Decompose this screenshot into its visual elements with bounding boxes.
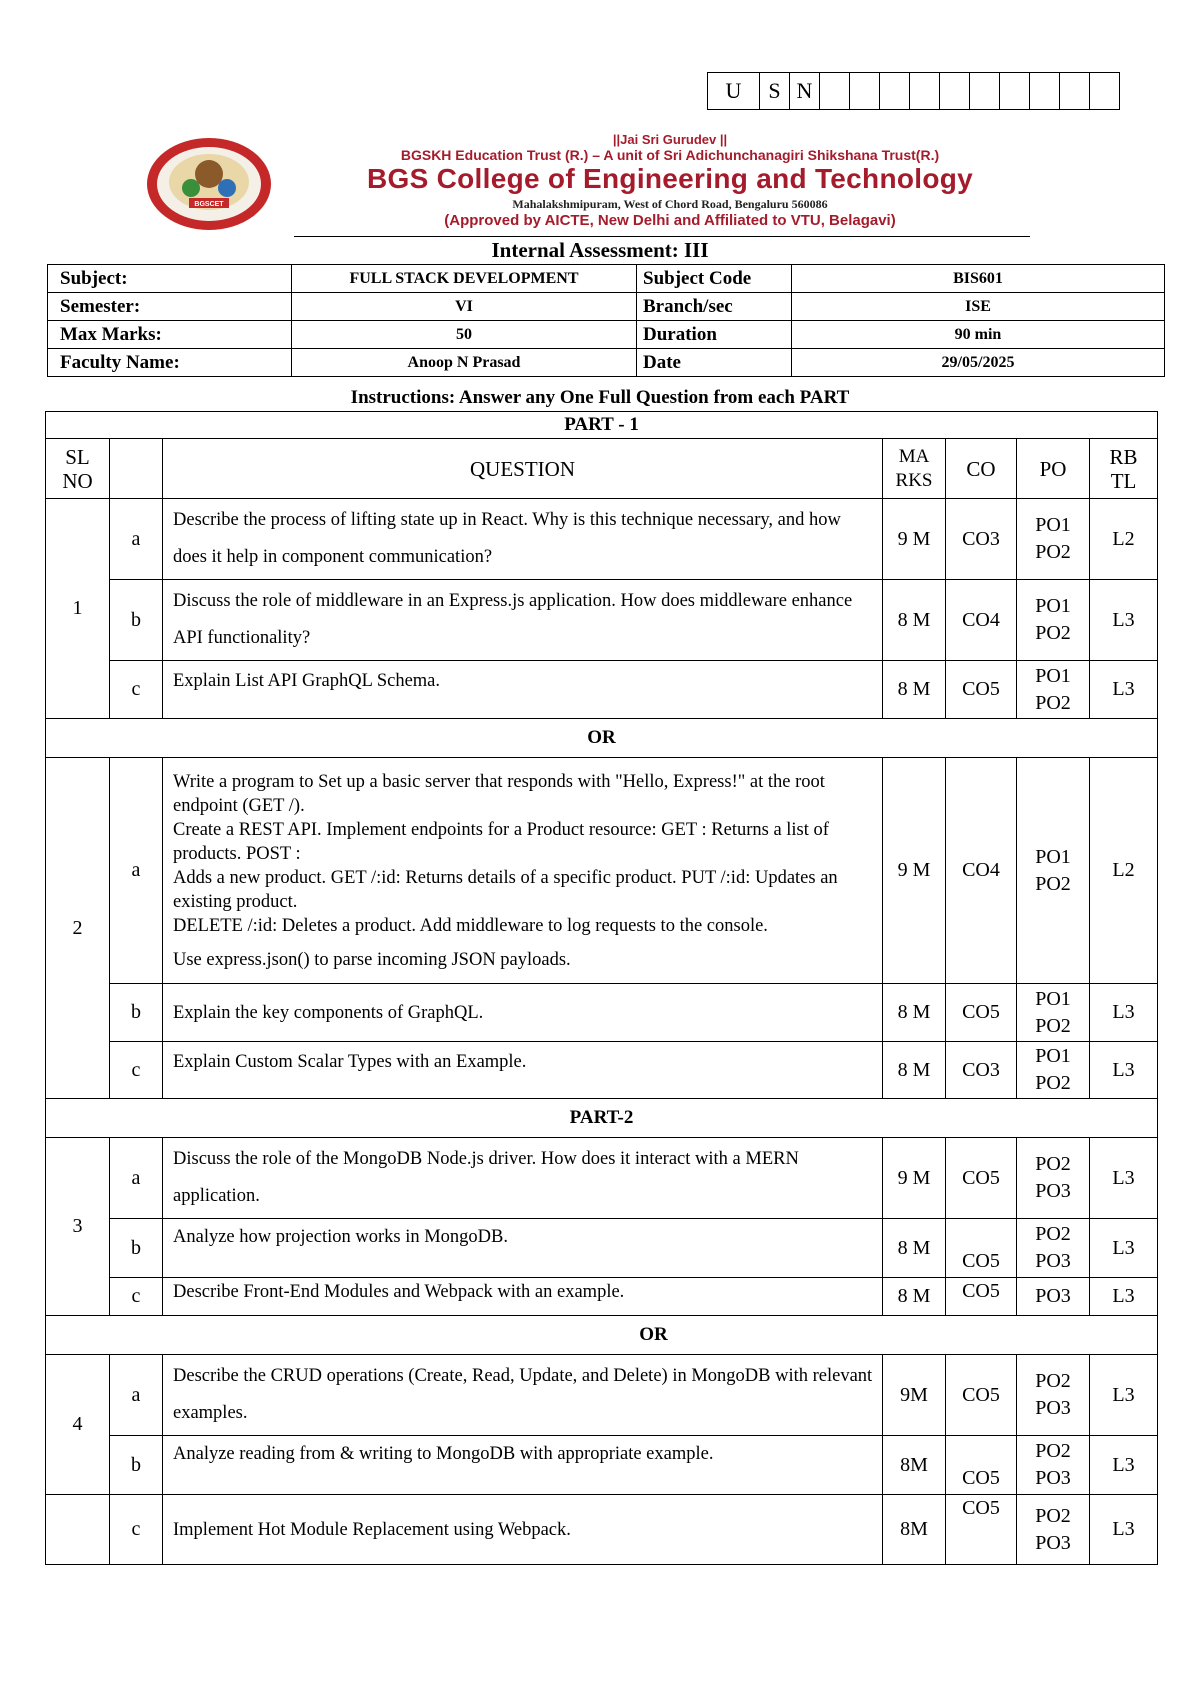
- marks: 9 M: [883, 758, 946, 984]
- rbtl: L3: [1090, 1495, 1158, 1565]
- usn-digit-box: [970, 73, 1000, 110]
- instructions: Instructions: Answer any One Full Question from each PART: [350, 387, 850, 408]
- po: PO1 PO2: [1017, 661, 1090, 719]
- question-text: Explain List API GraphQL Schema.: [163, 661, 883, 719]
- subject-code-value: BIS601: [792, 265, 1165, 293]
- max-marks-value: 50: [292, 321, 637, 349]
- header-row: [46, 439, 1158, 499]
- usn-digit-box: [1000, 73, 1030, 110]
- po: PO2 PO3: [1017, 1138, 1090, 1219]
- marks: 8M: [883, 1436, 946, 1495]
- co: CO3: [946, 499, 1017, 580]
- question-number: 4: [46, 1355, 110, 1495]
- sub-label: a: [110, 1138, 163, 1219]
- date-value: 29/05/2025: [792, 349, 1165, 377]
- co: CO5: [946, 1495, 1017, 1565]
- marks: 8M: [883, 1495, 946, 1565]
- marks: 8 M: [883, 1219, 946, 1278]
- sub-label: b: [110, 984, 163, 1042]
- rbtl: L3: [1090, 580, 1158, 661]
- sub-label: a: [110, 758, 163, 984]
- usn-digit-box: [1030, 73, 1060, 110]
- po: PO1 PO2: [1017, 1042, 1090, 1099]
- rbtl: L3: [1090, 1355, 1158, 1436]
- subject-value: FULL STACK DEVELOPMENT: [292, 265, 637, 293]
- college-address: Mahalakshmipuram, West of Chord Road, Bengaluru 560086: [512, 197, 828, 211]
- rbtl: L3: [1090, 1436, 1158, 1495]
- marks: 8 M: [883, 984, 946, 1042]
- marks: 9M: [883, 1355, 946, 1436]
- question-text: Describe the CRUD operations (Create, Read, Update, and Delete) in MongoDB with relevant examples.: [163, 1355, 883, 1436]
- or-divider: OR: [46, 1316, 1158, 1355]
- sub-label: b: [110, 580, 163, 661]
- col-marks-header: MA RKS: [883, 439, 946, 499]
- table-row: [46, 984, 1158, 1042]
- co: CO4: [946, 758, 1017, 984]
- duration-value: 90 min: [792, 321, 1165, 349]
- usn-digit-box: [940, 73, 970, 110]
- date-label: Date: [637, 349, 792, 377]
- po: PO3: [1017, 1278, 1090, 1316]
- subject-label: Subject:: [48, 265, 292, 293]
- co: CO5: [946, 661, 1017, 719]
- table-row: [46, 580, 1158, 661]
- semester-value: VI: [292, 293, 637, 321]
- usn-digit-box: [910, 73, 940, 110]
- usn-digit-box: [850, 73, 880, 110]
- question-text: Analyze reading from & writing to MongoDB with appropriate example.: [163, 1436, 883, 1495]
- marks: 8 M: [883, 580, 946, 661]
- table-row: [46, 1042, 1158, 1099]
- question-number: 2: [46, 758, 110, 1099]
- po: PO1 PO2: [1017, 580, 1090, 661]
- question-text: Write a program to Set up a basic server that responds with "Hello, Express!" at the root endpoint (GET /). Create a REST API. Implement endpoints for a Product resource: GET : Returns a list of products. POST : Adds a new product. GET /:id: Returns details of a specific product. PUT /:id: Updates an existing product. DELETE /:id: Deletes a product. Add middleware to log requests to the console. Use express.json() to parse incoming JSON payloads.: [163, 758, 883, 984]
- table-row: [46, 499, 1158, 580]
- sub-label: c: [110, 1495, 163, 1565]
- usn-box: [707, 72, 1120, 110]
- question-text: Implement Hot Module Replacement using Webpack.: [163, 1495, 883, 1565]
- col-sl-header: SL NO: [46, 439, 110, 499]
- question-number: 1: [46, 499, 110, 719]
- rbtl: L2: [1090, 758, 1158, 984]
- marks: 9 M: [883, 1138, 946, 1219]
- question-text: Discuss the role of middleware in an Express.js application. How does middleware enhance API functionality?: [163, 580, 883, 661]
- rbtl: L3: [1090, 661, 1158, 719]
- table-row: [46, 1219, 1158, 1278]
- col-co-header: CO: [946, 439, 1017, 499]
- marks: 9 M: [883, 499, 946, 580]
- sub-label: c: [110, 1042, 163, 1099]
- col-rbtl-header: RB TL: [1090, 439, 1158, 499]
- part-heading: PART - 1: [46, 412, 1158, 439]
- question-number: 3: [46, 1138, 110, 1316]
- max-marks-label: Max Marks:: [48, 321, 292, 349]
- faculty-label: Faculty Name:: [48, 349, 292, 377]
- col-po-header: PO: [1017, 439, 1090, 499]
- rbtl: L3: [1090, 1278, 1158, 1316]
- po: PO2 PO3: [1017, 1436, 1090, 1495]
- sub-label: b: [110, 1436, 163, 1495]
- table-row: [46, 758, 1158, 984]
- question-table: [45, 411, 1158, 1565]
- subject-code-label: Subject Code: [637, 265, 792, 293]
- faculty-value: Anoop N Prasad: [292, 349, 637, 377]
- table-row: [46, 1495, 1158, 1565]
- question-text: Describe the process of lifting state up in React. Why is this technique necessary, and how does it help in component communication?: [163, 499, 883, 580]
- rbtl: L3: [1090, 1042, 1158, 1099]
- co: CO5: [946, 1219, 1017, 1278]
- marks: 8 M: [883, 1278, 946, 1316]
- po: PO2 PO3: [1017, 1495, 1090, 1565]
- branch-label: Branch/sec: [637, 293, 792, 321]
- header-divider: [294, 236, 1030, 237]
- co: CO3: [946, 1042, 1017, 1099]
- trust-name: BGSKH Education Trust (R.) – A unit of Sri Adichunchanagiri Shikshana Trust(R.): [400, 147, 940, 163]
- branch-value: ISE: [792, 293, 1165, 321]
- rbtl: L2: [1090, 499, 1158, 580]
- sub-label: c: [110, 661, 163, 719]
- usn-digit-box: [820, 73, 850, 110]
- po: PO2 PO3: [1017, 1355, 1090, 1436]
- po: PO1 PO2: [1017, 984, 1090, 1042]
- table-row: [46, 1138, 1158, 1219]
- question-text: Discuss the role of the MongoDB Node.js driver. How does it interact with a MERN application.: [163, 1138, 883, 1219]
- logo-text: BGSCET: [194, 201, 224, 208]
- semester-label: Semester:: [48, 293, 292, 321]
- question-text: Analyze how projection works in MongoDB.: [163, 1219, 883, 1278]
- co: CO5: [946, 1355, 1017, 1436]
- sub-label: b: [110, 1219, 163, 1278]
- question-text: Describe Front-End Modules and Webpack with an example.: [163, 1278, 883, 1316]
- marks: 8 M: [883, 1042, 946, 1099]
- usn-letter: N: [790, 73, 820, 110]
- col-sub-header: [110, 439, 163, 499]
- co: CO5: [946, 1138, 1017, 1219]
- co: CO4: [946, 580, 1017, 661]
- rbtl: L3: [1090, 1219, 1158, 1278]
- exam-info-table: [47, 264, 1165, 377]
- rbtl: L3: [1090, 984, 1158, 1042]
- table-row: [46, 1355, 1158, 1436]
- question-text: Explain Custom Scalar Types with an Example.: [163, 1042, 883, 1099]
- table-row: [46, 1278, 1158, 1316]
- usn-digit-box: [880, 73, 910, 110]
- college-name: BGS College of Engineering and Technology: [366, 163, 974, 194]
- or-divider: OR: [46, 719, 1158, 758]
- po: PO2 PO3: [1017, 1219, 1090, 1278]
- rbtl: L3: [1090, 1138, 1158, 1219]
- part-heading: PART-2: [46, 1099, 1158, 1138]
- marks: 8 M: [883, 661, 946, 719]
- college-logo: [145, 136, 273, 232]
- co: CO5: [946, 1436, 1017, 1495]
- usn-digit-box: [1060, 73, 1090, 110]
- sub-label: a: [110, 499, 163, 580]
- po: PO1 PO2: [1017, 499, 1090, 580]
- sub-label: c: [110, 1278, 163, 1316]
- approval-line: (Approved by AICTE, New Delhi and Affiliated to VTU, Belagavi): [444, 212, 896, 229]
- question-text: Explain the key components of GraphQL.: [163, 984, 883, 1042]
- table-row: [46, 1436, 1158, 1495]
- po: PO1 PO2: [1017, 758, 1090, 984]
- usn-digit-box: [1090, 73, 1120, 110]
- duration-label: Duration: [637, 321, 792, 349]
- co: CO5: [946, 984, 1017, 1042]
- col-question-header: QUESTION: [163, 439, 883, 499]
- question-number-empty: [46, 1495, 110, 1565]
- usn-letter: U: [708, 73, 760, 110]
- motto: ||Jai Sri Gurudev ||: [612, 132, 728, 147]
- usn-letter: S: [760, 73, 790, 110]
- page-title: Internal Assessment: III: [491, 238, 709, 262]
- table-row: [46, 661, 1158, 719]
- co: CO5: [946, 1278, 1017, 1316]
- sub-label: a: [110, 1355, 163, 1436]
